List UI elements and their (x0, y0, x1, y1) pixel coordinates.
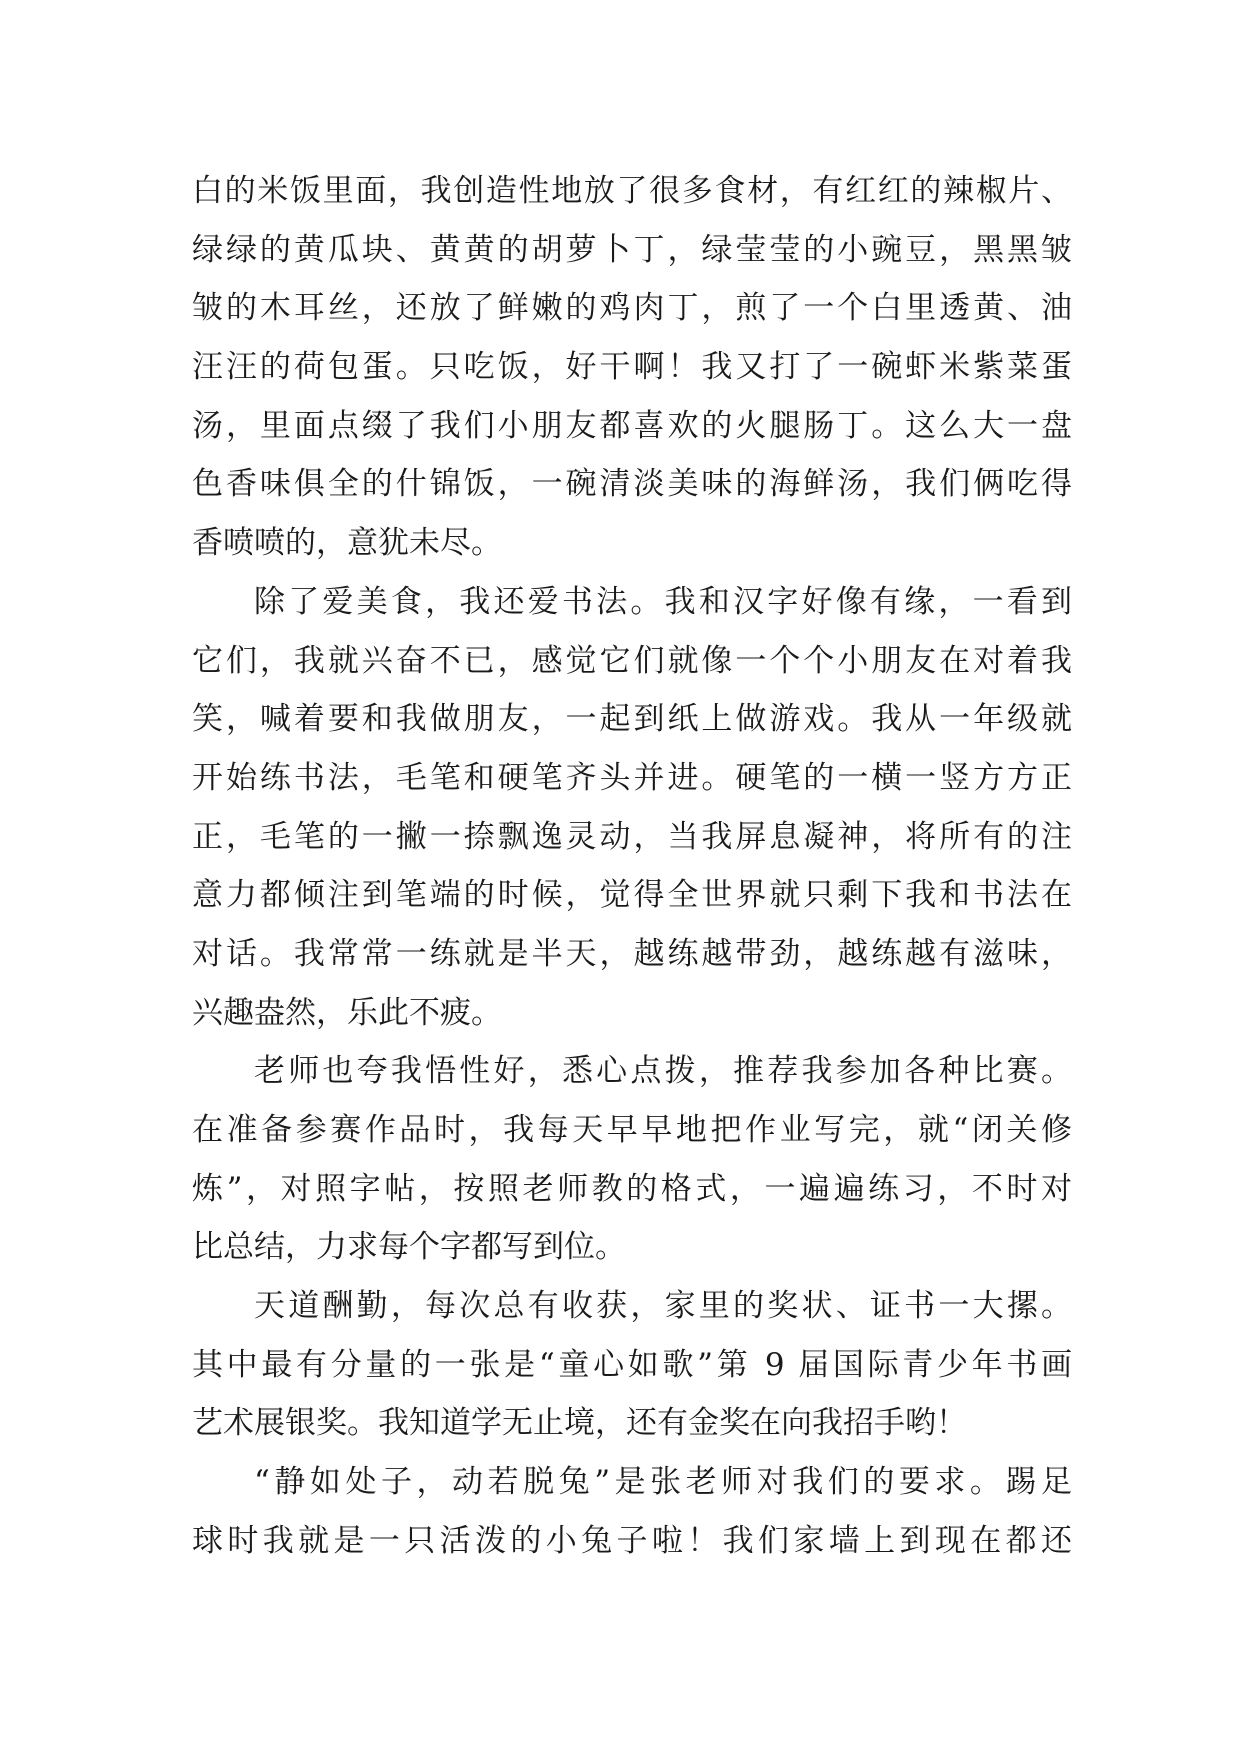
text-line: 除了爱美食，我还爱书法。我和汉字好像有缘，一看到 (254, 583, 1072, 620)
text-line: 兴趣盎然，乐此不疲。 (192, 994, 502, 1031)
text-line: 意力都倾注到笔端的时候，觉得全世界就只剩下我和书法在 (192, 877, 1072, 914)
text-line: 它们，我就兴奋不已，感觉它们就像一个个小朋友在对着我 (192, 642, 1072, 679)
text-line: 汤，里面点缀了我们小朋友都喜欢的火腿肠丁。这么大一盘 (192, 407, 1072, 444)
text-line: 艺术展银奖。我知道学无止境，还有金奖在向我招手哟！ (192, 1405, 967, 1442)
text-line: 其中最有分量的一张是“童心如歌”第 9 届国际青少年书画 (192, 1346, 1072, 1383)
text-line: 在准备参赛作品时，我每天早早地把作业写完，就“闭关修 (192, 1112, 1072, 1148)
text-line: 天道酬勤，每次总有收获，家里的奖状、证书一大摞。 (254, 1288, 1072, 1325)
text-line: “静如处子，动若脱兔”是张老师对我们的要求。踢足 (254, 1464, 1072, 1501)
text-line: 笑，喊着要和我做朋友，一起到纸上做游戏。我从一年级就 (192, 701, 1072, 738)
text-line: 绿绿的黄瓜块、黄黄的胡萝卜丁，绿莹莹的小豌豆，黑黑皱 (192, 231, 1072, 268)
text-line: 色香味俱全的什锦饭，一碗清淡美味的海鲜汤，我们俩吃得 (192, 466, 1072, 503)
text-line: 香喷喷的，意犹未尽。 (192, 525, 502, 562)
text-line: 炼”，对照字帖，按照老师教的格式，一遍遍练习，不时对 (192, 1170, 1072, 1207)
text-line: 比总结，力求每个字都写到位。 (192, 1229, 626, 1266)
text-line: 对话。我常常一练就是半天，越练越带劲，越练越有滋味， (192, 935, 1072, 972)
body-text (192, 162, 1072, 1571)
text-line: 老师也夸我悟性好，悉心点拨，推荐我参加各种比赛。 (254, 1053, 1072, 1090)
text-line: 开始练书法，毛笔和硬笔齐头并进。硬笔的一横一竖方方正 (192, 759, 1072, 796)
text-line: 球时我就是一只活泼的小兔子啦！我们家墙上到现在都还 (192, 1522, 1072, 1559)
text-line: 汪汪的荷包蛋。只吃饭，好干啊！我又打了一碗虾米紫菜蛋 (192, 349, 1072, 386)
text-line: 正，毛笔的一撇一捺飘逸灵动，当我屏息凝神，将所有的注 (192, 818, 1072, 855)
text-line: 皱的木耳丝，还放了鲜嫩的鸡肉丁，煎了一个白里透黄、油 (192, 290, 1072, 327)
text-line: 白的米饭里面，我创造性地放了很多食材，有红红的辣椒片、 (192, 173, 1072, 209)
